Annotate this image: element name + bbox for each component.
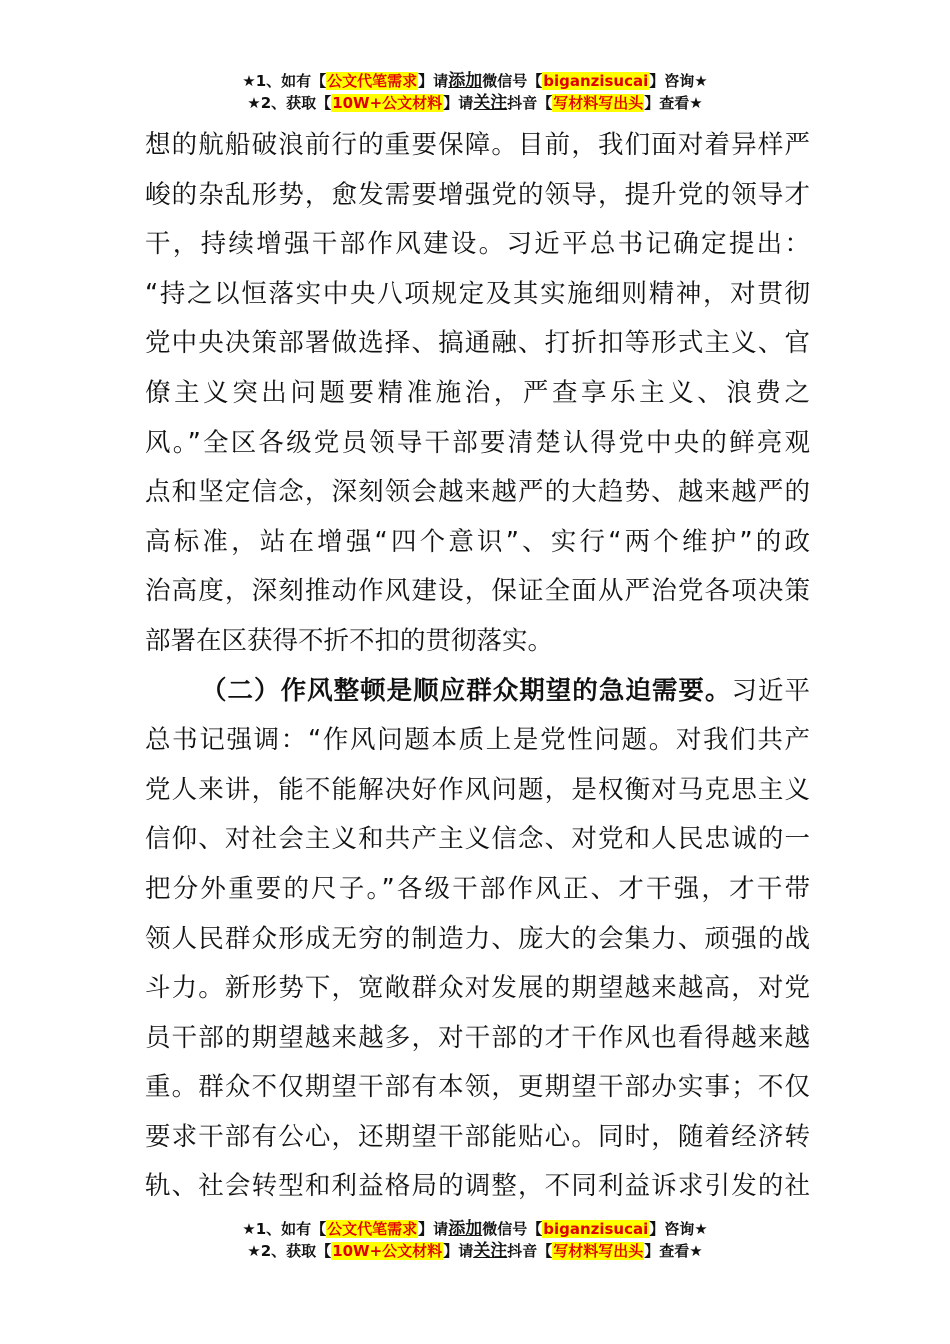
text-line: 要求干部有公心，还期望干部能贴心。同时，随着经济转 bbox=[145, 1121, 810, 1152]
text-line: 高标准，站在增强“四个意识”、实行“两个维护”的政 bbox=[145, 526, 810, 557]
text-line: 僚主义突出问题要精准施治，严查享乐主义、浪费之 bbox=[145, 377, 810, 408]
banner-highlight: 写材料写出头 bbox=[553, 1242, 644, 1260]
banner-text: ★1、如有【 bbox=[242, 1220, 327, 1238]
banner-text: 】请 bbox=[418, 1220, 449, 1238]
banner-underlined: 添加 bbox=[448, 1219, 483, 1239]
text-line: 部署在区获得不折不扣的贯彻落实。 bbox=[145, 625, 554, 656]
text-line: 峻的杂乱形势，愈发需要增强党的领导，提升党的领导才 bbox=[145, 179, 810, 210]
banner-text: 】咨询★ bbox=[649, 1220, 708, 1238]
text-line: 干，持续增强干部作风建设。习近平总书记确定提出： bbox=[145, 229, 810, 260]
banner-highlight: 公文代笔需求 bbox=[327, 1220, 418, 1238]
banner-text: 抖音【 bbox=[507, 1242, 553, 1260]
banner-underlined: 关注 bbox=[473, 1241, 508, 1261]
text-line: 信仰、对社会主义和共产主义信念、对党和人民忠诚的一 bbox=[145, 824, 810, 855]
text-line: 领人民群众形成无穷的制造力、庞大的会集力、顽强的战 bbox=[145, 923, 810, 954]
banner-highlight: biganzisucai bbox=[543, 72, 649, 90]
banner-text: 】咨询★ bbox=[649, 72, 708, 90]
banner-line-1 bbox=[0, 70, 950, 92]
section-heading-line bbox=[145, 667, 810, 717]
banner-text: 微信号【 bbox=[482, 1220, 543, 1238]
banner-highlight: 10W+公文材料 bbox=[332, 1242, 443, 1260]
banner-highlight: 公文代笔需求 bbox=[327, 72, 418, 90]
text-line: 习近平 bbox=[731, 675, 810, 706]
banner-underlined: 关注 bbox=[473, 93, 508, 113]
banner-text: ★1、如有【 bbox=[242, 72, 327, 90]
banner-text: 】查看★ bbox=[644, 94, 703, 112]
text-line: 把分外重要的尺子。”各级干部作风正、才干强，才干带 bbox=[145, 873, 810, 904]
banner-text: 】请 bbox=[443, 94, 474, 112]
footer-banner bbox=[0, 1218, 950, 1262]
text-line: 风。”全区各级党员领导干部要清楚认得党中央的鲜亮观 bbox=[145, 427, 810, 458]
banner-text: ★2、获取【 bbox=[247, 1242, 332, 1260]
banner-text: 】请 bbox=[418, 72, 449, 90]
banner-text: ★2、获取【 bbox=[247, 94, 332, 112]
text-line: 想的航船破浪前行的重要保障。目前，我们面对着异样严 bbox=[145, 130, 810, 160]
text-line: 轨、社会转型和利益格局的调整，不同利益诉求引发的社 bbox=[145, 1171, 810, 1202]
banner-text: 】请 bbox=[443, 1242, 474, 1260]
banner-highlight: 写材料写出头 bbox=[553, 94, 644, 112]
banner-highlight: 10W+公文材料 bbox=[332, 94, 443, 112]
banner-highlight: biganzisucai bbox=[543, 1220, 649, 1238]
text-line: 党人来讲，能不能解决好作风问题，是权衡对马克思主义 bbox=[145, 774, 810, 805]
banner-text: 微信号【 bbox=[482, 72, 543, 90]
banner-line-1 bbox=[0, 1218, 950, 1240]
text-line: 总书记强调：“作风问题本质上是党性问题。对我们共产 bbox=[145, 725, 810, 756]
banner-line-2 bbox=[0, 1240, 950, 1262]
text-line: 重。群众不仅期望干部有本领，更期望干部办实事；不仅 bbox=[145, 1072, 810, 1103]
section-heading: （二）作风整顿是顺应群众期望的急迫需要。 bbox=[201, 675, 732, 706]
banner-text: 抖音【 bbox=[507, 94, 553, 112]
banner-text: 】查看★ bbox=[644, 1242, 703, 1260]
text-line: 员干部的期望越来越多，对干部的才干作风也看得越来越 bbox=[145, 1022, 810, 1053]
text-line: 点和坚定信念，深刻领会越来越严的大趋势、越来越严的 bbox=[145, 477, 810, 508]
banner-underlined: 添加 bbox=[448, 71, 483, 91]
banner-line-2 bbox=[0, 92, 950, 114]
document-body bbox=[145, 121, 810, 1212]
text-line: 党中央决策部署做选择、搞通融、打折扣等形式主义、官 bbox=[145, 328, 810, 359]
text-line: 治高度，深刻推动作风建设，保证全面从严治党各项决策 bbox=[145, 576, 810, 607]
text-line: “持之以恒落实中央八项规定及其实施细则精神，对贯彻 bbox=[145, 278, 810, 309]
header-banner bbox=[0, 70, 950, 114]
text-line: 斗力。新形势下，宽敞群众对发展的期望越来越高，对党 bbox=[145, 973, 810, 1004]
